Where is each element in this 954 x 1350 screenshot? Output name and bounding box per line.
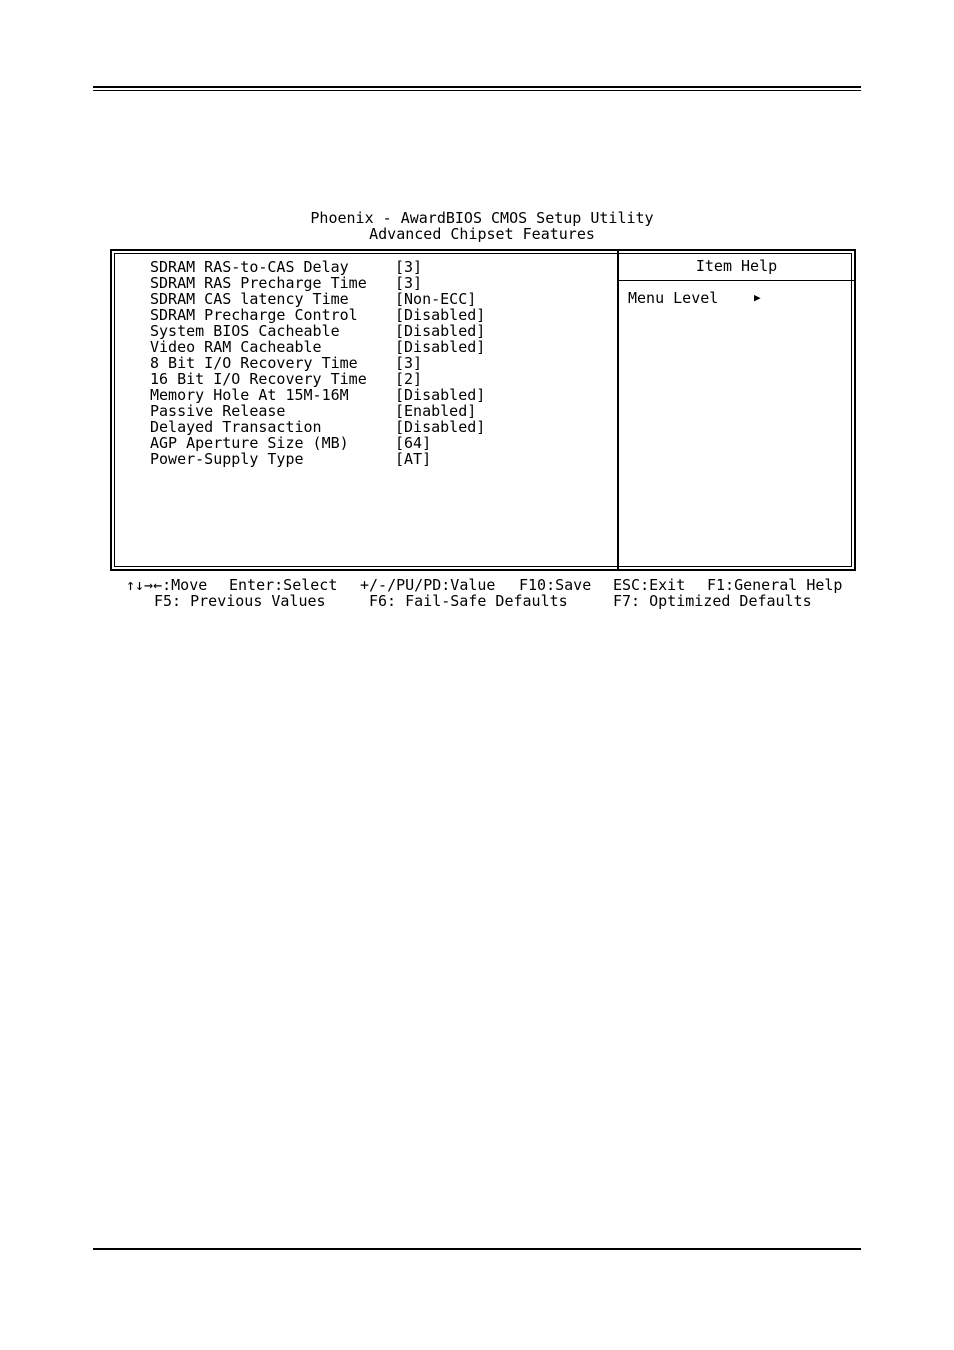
setting-label: Memory Hole At 15M-16M [150,386,349,404]
setup-frame [110,249,856,571]
setting-label: Delayed Transaction [150,418,322,436]
setting-label: 16 Bit I/O Recovery Time [150,370,367,388]
menu-level-label: Menu Level [628,289,719,307]
bios-title: Phoenix - AwardBIOS CMOS Setup Utility [310,209,654,227]
setting-value[interactable]: [Disabled] [395,338,486,356]
setting-value[interactable]: [3] [395,258,423,276]
help-separator [619,280,854,281]
setting-value[interactable]: [3] [395,354,423,372]
key-exit: ESC:Exit [613,576,686,594]
setting-value[interactable]: [Disabled] [395,418,486,436]
setting-value[interactable]: [Disabled] [395,306,486,324]
setting-label: 8 Bit I/O Recovery Time [150,354,358,372]
setting-label: AGP Aperture Size (MB) [150,434,349,452]
setting-value[interactable]: [2] [395,370,423,388]
setting-row[interactable] [150,275,610,291]
key-optimized-defaults: F7: Optimized Defaults [613,592,812,610]
setting-row[interactable] [150,339,610,355]
setting-row[interactable] [150,435,610,451]
key-value: +/-/PU/PD:Value [360,576,496,594]
setting-value[interactable]: [Disabled] [395,322,486,340]
setting-value[interactable]: [Non-ECC] [395,290,477,308]
setting-label: SDRAM RAS-to-CAS Delay [150,258,349,276]
right-triangle-icon: ▶ [754,291,761,304]
setting-row[interactable] [150,259,610,275]
key-select: Enter:Select [229,576,338,594]
key-save: F10:Save [519,576,592,594]
key-previous-values: F5: Previous Values [154,592,326,610]
setting-value[interactable]: [AT] [395,450,432,468]
setting-row[interactable] [150,403,610,419]
setting-label: Passive Release [150,402,286,420]
key-failsafe-defaults: F6: Fail-Safe Defaults [369,592,568,610]
key-general-help: F1:General Help [707,576,843,594]
item-help-title: Item Help [695,257,778,275]
setting-row[interactable] [150,419,610,435]
setting-value[interactable]: [64] [395,434,432,452]
setting-label: SDRAM RAS Precharge Time [150,274,367,292]
setting-label: System BIOS Cacheable [150,322,340,340]
setting-label: Power-Supply Type [150,450,304,468]
setting-value[interactable]: [Disabled] [395,386,486,404]
setting-row[interactable] [150,323,610,339]
setting-row[interactable] [150,307,610,323]
key-move: ↑↓→←:Move [126,576,208,594]
settings-list [150,259,610,467]
setting-label: Video RAM Cacheable [150,338,322,356]
setting-row[interactable] [150,291,610,307]
setting-label: SDRAM Precharge Control [150,306,358,324]
setting-value[interactable]: [3] [395,274,423,292]
setting-row[interactable] [150,355,610,371]
bottom-rule [93,1248,861,1250]
setting-row[interactable] [150,387,610,403]
setting-row[interactable] [150,371,610,387]
setting-value[interactable]: [Enabled] [395,402,477,420]
page-title: Advanced Chipset Features [369,225,595,243]
panel-divider [617,251,619,569]
top-rule-thin [93,90,861,91]
top-rule [93,86,861,88]
setting-row[interactable] [150,451,610,467]
setting-label: SDRAM CAS latency Time [150,290,349,308]
